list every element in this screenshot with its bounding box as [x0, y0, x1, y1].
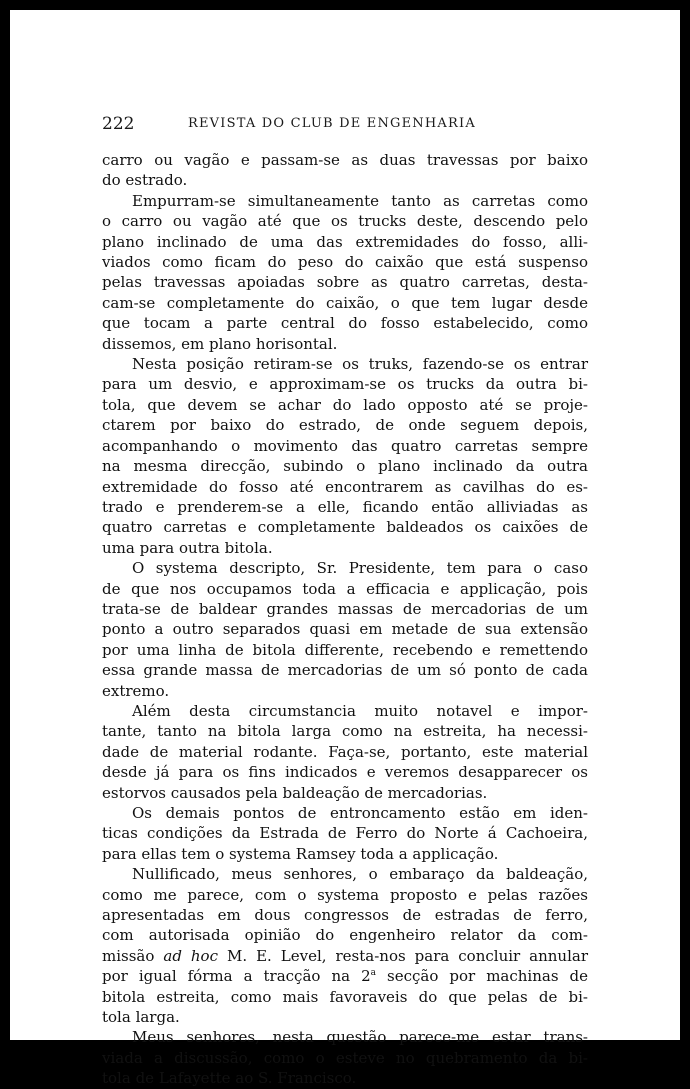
text-line: quatro carretas e completamente baldeados os caixões de — [102, 518, 588, 537]
text-line: o carro ou vagão até que os trucks deste, descendo pelo — [102, 212, 588, 231]
text-line: ctarem por baixo do estrado, de onde seguem depois, — [102, 416, 588, 435]
italic-text: ad hoc — [163, 946, 218, 965]
book-page — [10, 10, 680, 1088]
superscript: a — [370, 968, 376, 979]
text-line: dade de material rodante. Faça-se, portanto, este material — [102, 742, 588, 761]
text-line: apresentadas em dous congressos de estradas de ferro, — [102, 906, 588, 925]
text-line: tola de Lafayette ao S. Francisco. — [102, 1069, 357, 1088]
text-line: tola, que devem se achar do lado opposto até se proje- — [102, 395, 588, 414]
text-line: extremo. — [102, 681, 170, 700]
text-line: Nesta posição retiram-se os truks, fazendo-se os entrar — [132, 355, 588, 374]
paragraph — [102, 864, 588, 1027]
paragraph — [102, 354, 588, 558]
text-line: viada a discussão, como o esteve no quebramento da bi- — [102, 1048, 588, 1067]
text-line: bitola estreita, como mais favoraveis do que pelas de bi- — [102, 987, 588, 1006]
running-head: REVISTA DO CLUB DE ENGENHARIA — [188, 116, 476, 131]
text-line: ponto a outro separados quasi em metade de sua extensão — [102, 620, 588, 639]
page-number: 222 — [102, 114, 135, 134]
text-line: Nullificado, meus senhores, o embaraço da baldeação, — [132, 865, 588, 884]
text-line: por igual fórma a tracção na 2$^a$ secção por machinas de — [102, 967, 589, 986]
paragraph — [102, 558, 588, 701]
paragraph — [102, 1027, 588, 1088]
text-line: na mesma direcção, subindo o plano inclinado da outra — [102, 457, 588, 476]
text-line: estorvos causados pela baldeação de mercadorias. — [102, 783, 488, 802]
text-line: acompanhando o movimento das quatro carretas sempre — [102, 436, 588, 455]
text-line: carro ou vagão e passam-se as duas travessas por baixo — [102, 151, 588, 169]
text-line: Empurram-se simultaneamente tanto as carretas como — [132, 191, 588, 210]
text-line: para ellas tem o systema Ramsey toda a applicação. — [102, 844, 499, 863]
text-line: missão ad hoc M. E. Level, resta-nos para concluir annular — [102, 946, 589, 965]
text-line: essa grande massa de mercadorias de um só ponto de cada — [102, 661, 588, 680]
paragraph — [102, 191, 588, 354]
text-line: plano inclinado de uma das extremidades do fosso, alli- — [102, 232, 588, 251]
text-line: viados como ficam do peso do caixão que está suspenso — [102, 253, 588, 272]
text-line: dissemos, em plano horisontal. — [102, 334, 338, 353]
text-line: cam-se completamente do caixão, o que tem lugar desde — [102, 293, 588, 312]
text-line: que tocam a parte central do fosso estabelecido, como — [102, 314, 588, 333]
text-line: Além desta circumstancia muito notavel e impor- — [132, 701, 588, 720]
text-line: por uma linha de bitola differente, recebendo e remettendo — [102, 640, 588, 659]
text-line: O systema descripto, Sr. Presidente, tem para o caso — [132, 559, 588, 578]
text-line: ticas condições da Estrada de Ferro do Norte á Cachoeira, — [102, 824, 588, 843]
text-line: Meus senhores, nesta questão parece-me estar trans- — [132, 1028, 588, 1047]
text-line: Os demais pontos de entroncamento estão em iden- — [132, 804, 588, 822]
text-line: pelas travessas apoiadas sobre as quatro carretas, desta- — [102, 273, 588, 292]
paragraph — [102, 150, 588, 191]
text-line: trata-se de baldear grandes massas de mercadorias de um — [102, 599, 588, 618]
text-line: uma para outra bitola. — [102, 538, 273, 557]
text-line: trado e prenderem-se a elle, ficando então alliviadas as — [102, 497, 588, 516]
text-line: tola larga. — [102, 1008, 180, 1027]
text-line: do estrado. — [102, 171, 188, 190]
page-header — [102, 114, 586, 138]
text-line: tante, tanto na bitola larga como na estreita, ha necessi- — [102, 722, 588, 741]
text-line: extremidade do fosso até encontrarem as cavilhas do es- — [102, 477, 588, 496]
text-line: para um desvio, e approximam-se os trucks da outra bi- — [102, 375, 588, 394]
text-line: de que nos occupamos toda a efficacia e applicação, pois — [102, 579, 588, 598]
text-line: como me parece, com o systema proposto e pelas razões — [102, 885, 588, 904]
paragraph — [102, 701, 588, 803]
body-text — [102, 150, 588, 1089]
paragraph — [102, 803, 588, 864]
text-line: desde já para os fins indicados e veremos desapparecer os — [102, 763, 588, 782]
text-line: com autorisada opinião do engenheiro relator da com- — [102, 926, 588, 945]
